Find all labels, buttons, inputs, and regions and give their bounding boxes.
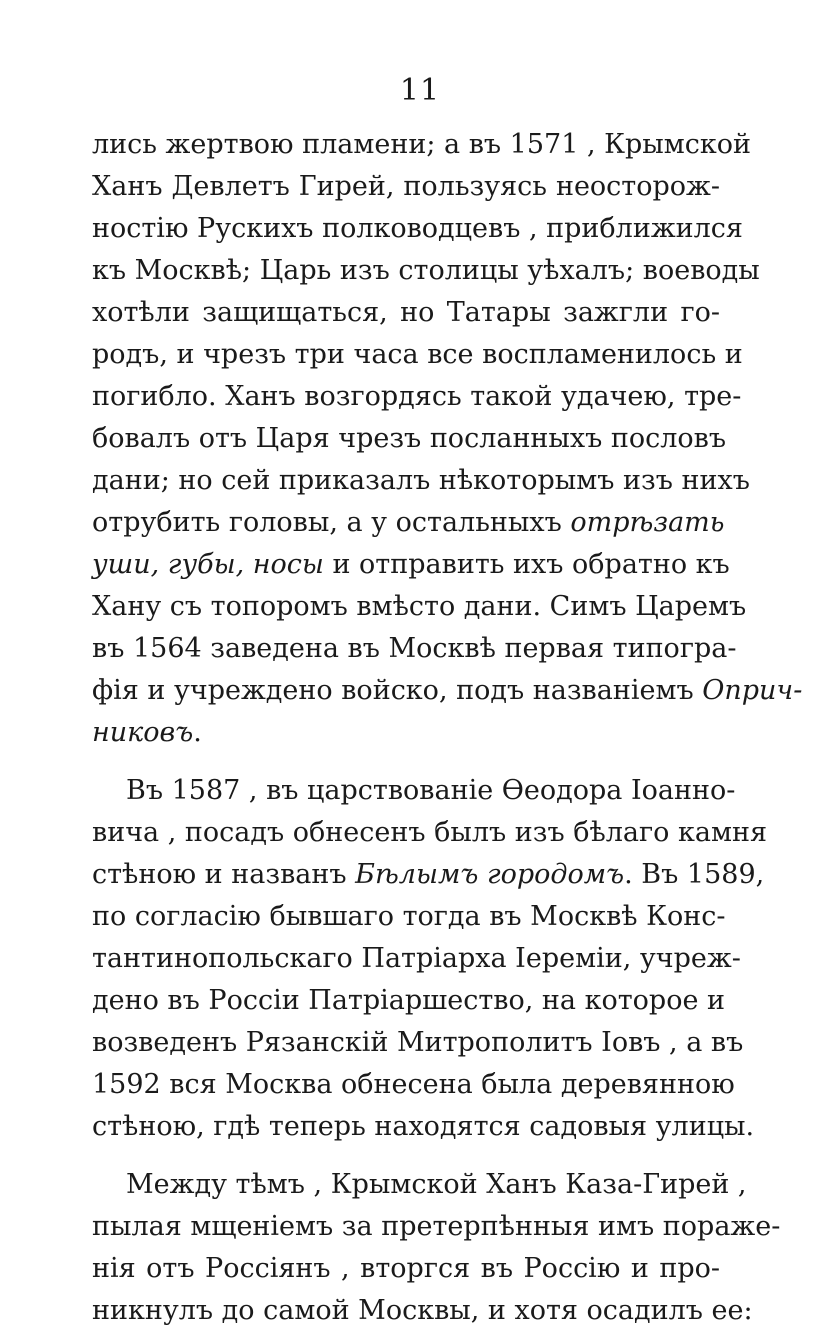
text-line — [92, 460, 750, 502]
text-segment: . Въ 1589, — [624, 859, 765, 890]
text-line — [92, 1106, 755, 1148]
text-segment: къ Москвѣ; Царь изъ столицы уѣхалъ; воеводы — [92, 255, 760, 286]
paragraph — [92, 124, 803, 754]
text-line — [92, 812, 767, 854]
italic-text: никовъ — [92, 717, 194, 748]
text-line — [92, 334, 743, 376]
text-line — [92, 166, 720, 208]
text-line — [92, 896, 726, 938]
text-line — [92, 1206, 781, 1248]
text-segment: отрубить головы, а у остальныхъ — [92, 507, 571, 538]
text-line — [92, 1248, 720, 1290]
text-line — [92, 938, 741, 980]
text-segment: стѣною и названъ — [92, 859, 356, 890]
text-segment: Ханъ Девлетъ Гирей, пользуясь неосторож- — [92, 171, 720, 202]
text-line — [92, 1290, 753, 1332]
text-line — [92, 1022, 744, 1064]
text-segment: родъ, и чрезъ три часа все воспламенилось и — [92, 339, 743, 370]
text-segment: Между тѣмъ , Крымской Ханъ Каза-Гирей , — [126, 1169, 747, 1200]
text-segment: возведенъ Рязанскій Митрополитъ Іовъ , а въ — [92, 1027, 744, 1058]
text-line — [92, 854, 765, 896]
text-segment: погибло. Ханъ возгордясь такой удачею, тре- — [92, 381, 742, 412]
text-segment: нія отъ Россіянъ , вторгся въ Россію и про- — [92, 1253, 720, 1284]
text-line — [92, 124, 752, 166]
text-line — [92, 586, 747, 628]
text-line — [92, 980, 726, 1022]
italic-text: Оприч- — [702, 675, 803, 706]
text-line — [92, 628, 737, 670]
text-line — [92, 670, 803, 712]
text-segment: стѣною, гдѣ теперь находятся садовыя улицы. — [92, 1111, 755, 1142]
text-line — [92, 1164, 747, 1206]
text-segment: никнулъ до самой Москвы, и хотя осадилъ ее: — [92, 1295, 753, 1326]
text-line — [92, 208, 743, 250]
page-number: 11 — [399, 73, 441, 108]
text-line — [92, 376, 742, 418]
text-segment: дани; но сей приказалъ нѣкоторымъ изъ нихъ — [92, 465, 750, 496]
text-segment: хотѣли защищаться, но Татары зажгли го- — [92, 297, 720, 328]
italic-text: отрѣзать — [570, 507, 725, 538]
text-segment: лись жертвою пламени; а въ 1571 , Крымской — [92, 129, 752, 160]
text-line — [92, 502, 725, 544]
text-segment: пылая мщеніемъ за претерпѣнныя имъ пораже- — [92, 1211, 781, 1242]
paragraph — [92, 1164, 781, 1332]
text-segment: . — [193, 717, 202, 748]
text-segment: тантинопольскаго Патріарха Іереміи, учреж- — [92, 943, 741, 974]
paragraph — [92, 770, 767, 1148]
text-segment: Хану съ топоромъ вмѣсто дани. Симъ Царемъ — [92, 591, 747, 622]
text-segment: въ 1564 заведена въ Москвѣ первая типогра- — [92, 633, 737, 664]
text-line — [92, 1064, 735, 1106]
text-line — [92, 292, 720, 334]
text-segment: и отправить ихъ обратно къ — [323, 549, 730, 580]
text-segment: ностію Рускихъ полководцевъ , приближился — [92, 213, 743, 244]
body-text — [92, 124, 803, 1332]
text-line — [92, 544, 730, 586]
text-segment: Въ 1587 , въ царствованіе Ѳеодора Іоанно- — [126, 775, 736, 806]
paragraph-gap — [92, 754, 720, 770]
text-segment: бовалъ отъ Царя чрезъ посланныхъ пословъ — [92, 423, 727, 454]
text-segment: фія и учреждено войско, подъ названіемъ — [92, 675, 703, 706]
text-segment: по согласію бывшаго тогда въ Москвѣ Конс- — [92, 901, 726, 932]
text-line — [92, 712, 720, 754]
paragraph-gap — [92, 1148, 720, 1164]
text-line — [92, 418, 727, 460]
text-segment: 1592 вся Москва обнесена была деревянною — [92, 1069, 735, 1100]
text-line — [92, 250, 760, 292]
italic-text: уши, губы, носы — [92, 549, 324, 580]
text-line — [92, 770, 736, 812]
italic-text: Бѣлымъ городомъ — [355, 859, 625, 890]
text-segment: вича , посадъ обнесенъ былъ изъ бѣлаго камня — [92, 817, 767, 848]
text-segment: дено въ Россіи Патріаршество, на которое и — [92, 985, 726, 1016]
